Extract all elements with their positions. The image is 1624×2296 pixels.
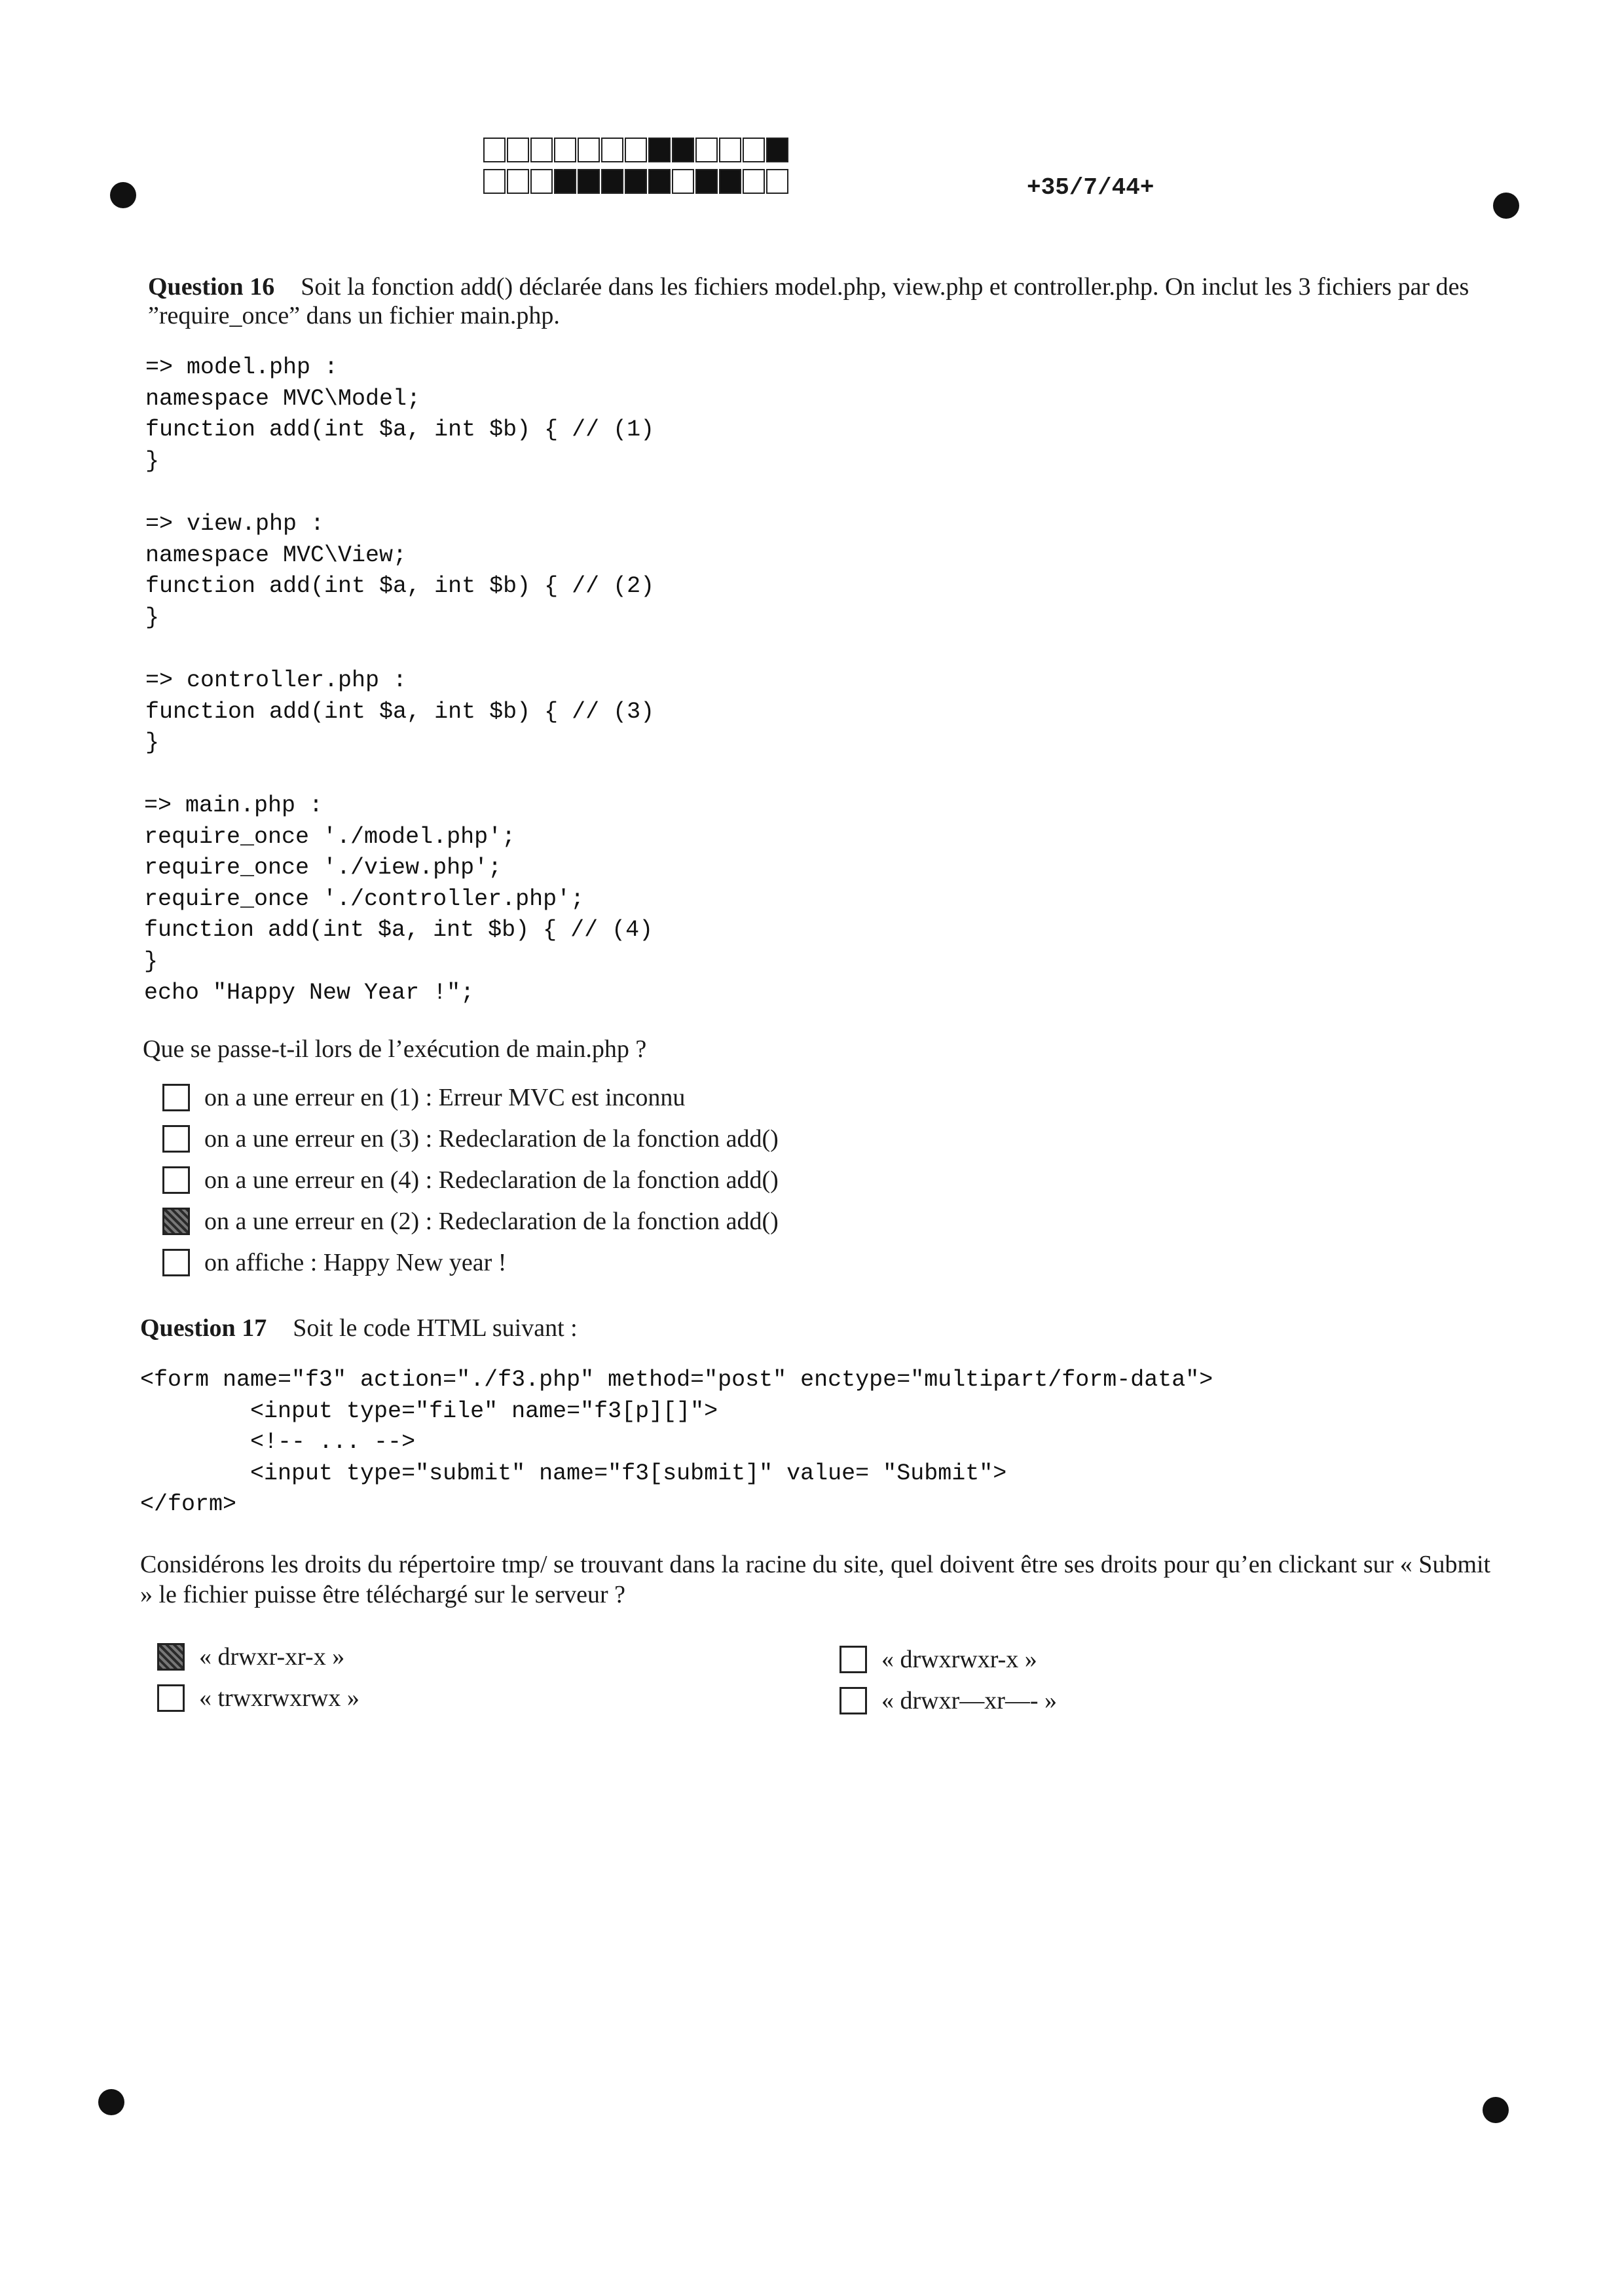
barcode-row-1 xyxy=(483,138,790,164)
barcode-cell xyxy=(507,138,529,162)
question-17-label: Question 17 xyxy=(140,1314,267,1342)
q16-answer-3[interactable] xyxy=(162,1166,779,1194)
question-16-header xyxy=(148,272,1497,330)
q16-answer-1[interactable] xyxy=(162,1083,685,1112)
barcode-cell xyxy=(766,169,788,194)
code-main-php: => main.php : require_once './model.php'; require_once './view.php'; require_once './controller.php'; function add(int $a, int $b) { // (4) } echo "Happy New Year !"; xyxy=(144,792,654,1006)
code-controller-php: => controller.php : function add(int $a, int $b) { // (3) } xyxy=(145,667,655,756)
answer-label: on affiche : Happy New year ! xyxy=(204,1249,507,1276)
barcode-cell xyxy=(601,138,623,162)
checkbox[interactable] xyxy=(162,1125,190,1153)
registration-mark-top-left xyxy=(110,182,136,208)
barcode-cell xyxy=(766,138,788,162)
registration-mark-bottom-left xyxy=(98,2089,124,2115)
checkbox[interactable] xyxy=(162,1249,190,1276)
question-16-label: Question 16 xyxy=(148,273,275,301)
q17-answer-2[interactable] xyxy=(157,1684,360,1713)
question-16-prompt: Que se passe-t-il lors de l’exécution de main.php ? xyxy=(143,1035,647,1063)
registration-mark-top-right xyxy=(1493,193,1519,219)
question-17-header xyxy=(140,1314,1489,1342)
q17-answer-1[interactable] xyxy=(157,1642,344,1671)
answer-label: « drwxr—xr—- » xyxy=(881,1687,1058,1714)
q16-answer-2[interactable] xyxy=(162,1124,779,1153)
barcode-cell xyxy=(719,138,741,162)
answer-label: on a une erreur en (2) : Redeclaration de la fonction add() xyxy=(204,1208,779,1235)
barcode-row-2 xyxy=(483,169,790,195)
barcode-cell xyxy=(648,138,671,162)
barcode-cell xyxy=(507,169,529,194)
checkbox[interactable] xyxy=(162,1208,190,1235)
answer-label: on a une erreur en (1) : Erreur MVC est inconnu xyxy=(204,1084,686,1111)
answer-label: « drwxrwxr-x » xyxy=(881,1646,1037,1673)
page-id: +35/7/44+ xyxy=(1027,174,1154,201)
barcode-cell xyxy=(648,169,671,194)
barcode-cell xyxy=(672,169,694,194)
question-17-prompt: Considérons les droits du répertoire tmp/ se trouvant dans la racine du site, quel doivent être ses droits pour qu’en clickant sur « Submit » le fichier puisse être téléchargé sur le serveur ? xyxy=(140,1551,1491,1608)
code-view-php: => view.php : namespace MVC\View; function add(int $a, int $b) { // (2) } xyxy=(145,511,655,631)
q17-answer-4[interactable] xyxy=(840,1686,1057,1715)
barcode-cell xyxy=(530,169,553,194)
question-17-text: Soit le code HTML suivant : xyxy=(293,1314,578,1342)
checkbox[interactable] xyxy=(162,1166,190,1194)
barcode-cell xyxy=(672,138,694,162)
barcode-cell xyxy=(719,169,741,194)
barcode-cell xyxy=(743,169,765,194)
barcode-cell xyxy=(578,169,600,194)
checkbox[interactable] xyxy=(157,1643,185,1671)
question-16-text: Soit la fonction add() déclarée dans les fichiers model.php, view.php et controller.php. On inclut les 3 fichiers par des ”require_once” dans un fichier main.php. xyxy=(148,273,1469,329)
barcode-cell xyxy=(554,138,576,162)
barcode-cell xyxy=(601,169,623,194)
barcode-cell xyxy=(483,138,506,162)
registration-mark-bottom-right xyxy=(1483,2097,1509,2123)
answer-label: on a une erreur en (4) : Redeclaration de la fonction add() xyxy=(204,1166,779,1194)
q16-answer-4[interactable] xyxy=(162,1207,779,1236)
barcode-cell xyxy=(625,169,647,194)
barcode-cell xyxy=(695,138,718,162)
barcode-cell xyxy=(695,169,718,194)
page-barcode xyxy=(483,138,790,200)
barcode-cell xyxy=(625,138,647,162)
barcode-cell xyxy=(530,138,553,162)
barcode-cell xyxy=(743,138,765,162)
answer-label: « drwxr-xr-x » xyxy=(199,1643,345,1671)
checkbox[interactable] xyxy=(840,1687,867,1714)
barcode-cell xyxy=(483,169,506,194)
checkbox[interactable] xyxy=(840,1646,867,1673)
q16-answer-5[interactable] xyxy=(162,1248,506,1277)
answer-label: on a une erreur en (3) : Redeclaration de la fonction add() xyxy=(204,1125,779,1153)
q17-answer-3[interactable] xyxy=(840,1645,1037,1674)
barcode-cell xyxy=(578,138,600,162)
barcode-cell xyxy=(554,169,576,194)
checkbox[interactable] xyxy=(162,1084,190,1111)
code-html-form: <form name="f3" action="./f3.php" method="post" enctype="multipart/form-data"> <input type="file" name="f3[p][]"> <!-- ... --> <input type="submit" name="f3[submit]" value= "Submit"> </form> xyxy=(140,1367,1213,1518)
checkbox[interactable] xyxy=(157,1684,185,1712)
answer-label: « trwxrwxrwx » xyxy=(199,1684,360,1712)
code-model-php: => model.php : namespace MVC\Model; function add(int $a, int $b) { // (1) } xyxy=(145,354,655,474)
